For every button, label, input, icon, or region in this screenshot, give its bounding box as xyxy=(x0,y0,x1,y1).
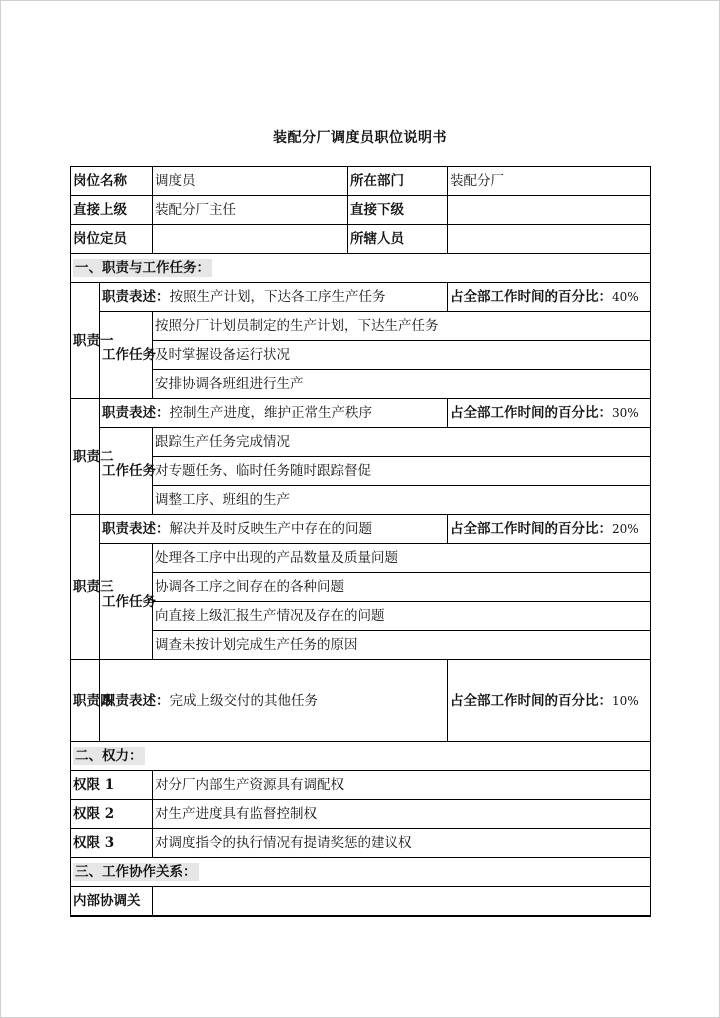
section-row xyxy=(71,254,651,283)
power-row xyxy=(71,800,651,829)
duty-row xyxy=(71,283,651,312)
task-item: 安排协调各班组进行生产 xyxy=(153,370,651,399)
percent-label: 占全部工作时间的百分比： xyxy=(450,521,612,537)
power-row xyxy=(71,771,651,800)
power-label: 权限 2 xyxy=(71,800,153,829)
task-item: 及时掌握设备运行状况 xyxy=(153,341,651,370)
superior-label: 直接上级 xyxy=(71,196,153,225)
subordinate-value xyxy=(448,196,651,225)
post-name-label: 岗位名称 xyxy=(71,167,153,196)
power-text: 对分厂内部生产资源具有调配权 xyxy=(153,771,651,800)
task-item: 跟踪生产任务完成情况 xyxy=(153,428,651,457)
duty-desc: 控制生产进度，维护正常生产秩序 xyxy=(169,405,372,421)
task-item: 对专题任务、临时任务随时跟踪督促 xyxy=(153,457,651,486)
task-label: 工作任务 xyxy=(100,428,153,515)
task-row xyxy=(71,602,651,631)
duty-row xyxy=(71,660,651,742)
percent-label: 占全部工作时间的百分比： xyxy=(450,289,612,305)
task-item: 调整工序、班组的生产 xyxy=(153,486,651,515)
relation-row xyxy=(71,887,651,916)
headcount-label: 岗位定员 xyxy=(71,225,153,254)
task-item: 处理各工序中出现的产品数量及质量问题 xyxy=(153,544,651,573)
percent-value: 20% xyxy=(612,522,639,536)
section-title: 一、职责与工作任务： xyxy=(75,260,210,276)
task-row xyxy=(71,457,651,486)
power-text: 对调度指令的执行情况有提请奖惩的建议权 xyxy=(153,829,651,858)
duty-label: 职责三 xyxy=(71,515,100,660)
percent-value: 30% xyxy=(612,406,639,420)
duty-label: 职责二 xyxy=(71,399,100,515)
staff-label: 所辖人员 xyxy=(348,225,448,254)
subordinate-label: 直接下级 xyxy=(348,196,448,225)
percent-label: 占全部工作时间的百分比： xyxy=(450,405,612,421)
task-item: 向直接上级汇报生产情况及存在的问题 xyxy=(153,602,651,631)
percent-value: 40% xyxy=(612,290,639,304)
task-row xyxy=(71,341,651,370)
superior-value: 装配分厂主任 xyxy=(153,196,348,225)
section-title: 二、权力： xyxy=(75,748,143,764)
power-text: 对生产进度具有监督控制权 xyxy=(153,800,651,829)
relation-label: 内部协调关 xyxy=(71,887,153,916)
header-row xyxy=(71,225,651,254)
job-description-table xyxy=(70,166,651,917)
task-row xyxy=(71,370,651,399)
duty-desc-label: 职责表述： xyxy=(102,405,170,421)
headcount-value xyxy=(153,225,348,254)
task-row xyxy=(71,312,651,341)
document-title: 装配分厂调度员职位说明书 xyxy=(273,130,447,146)
duty-row xyxy=(71,515,651,544)
task-row xyxy=(71,544,651,573)
power-row xyxy=(71,829,651,858)
duty-desc-label: 职责表述： xyxy=(102,692,170,709)
task-row xyxy=(71,573,651,602)
section-row xyxy=(71,858,651,887)
power-label: 权限 1 xyxy=(71,771,153,800)
staff-value xyxy=(448,225,651,254)
task-row xyxy=(71,631,651,660)
header-row xyxy=(71,196,651,225)
power-label: 权限 3 xyxy=(71,829,153,858)
section-row xyxy=(71,742,651,771)
task-row xyxy=(71,486,651,515)
duty-desc-label: 职责表述： xyxy=(102,289,170,305)
task-label: 工作任务 xyxy=(100,544,153,660)
duty-desc: 按照生产计划，下达各工序生产任务 xyxy=(169,289,386,305)
duty-label: 职责四 xyxy=(71,660,100,742)
post-name-value: 调度员 xyxy=(153,167,348,196)
task-item: 调查未按计划完成生产任务的原因 xyxy=(153,631,651,660)
department-value: 装配分厂 xyxy=(448,167,651,196)
task-item: 协调各工序之间存在的各种问题 xyxy=(153,573,651,602)
header-row xyxy=(71,167,651,196)
task-label: 工作任务 xyxy=(100,312,153,399)
percent-label: 占全部工作时间的百分比： xyxy=(450,692,612,709)
duty-label: 职责一 xyxy=(71,283,100,399)
department-label: 所在部门 xyxy=(348,167,448,196)
task-row xyxy=(71,428,651,457)
section-title: 三、工作协作关系： xyxy=(75,864,197,880)
duty-row xyxy=(71,399,651,428)
relation-value xyxy=(153,887,651,916)
duty-desc: 解决并及时反映生产中存在的问题 xyxy=(169,521,372,537)
task-item: 按照分厂计划员制定的生产计划，下达生产任务 xyxy=(153,312,651,341)
duty-desc: 完成上级交付的其他任务 xyxy=(169,692,318,709)
percent-value: 10% xyxy=(612,693,639,708)
duty-desc-label: 职责表述： xyxy=(102,521,170,537)
